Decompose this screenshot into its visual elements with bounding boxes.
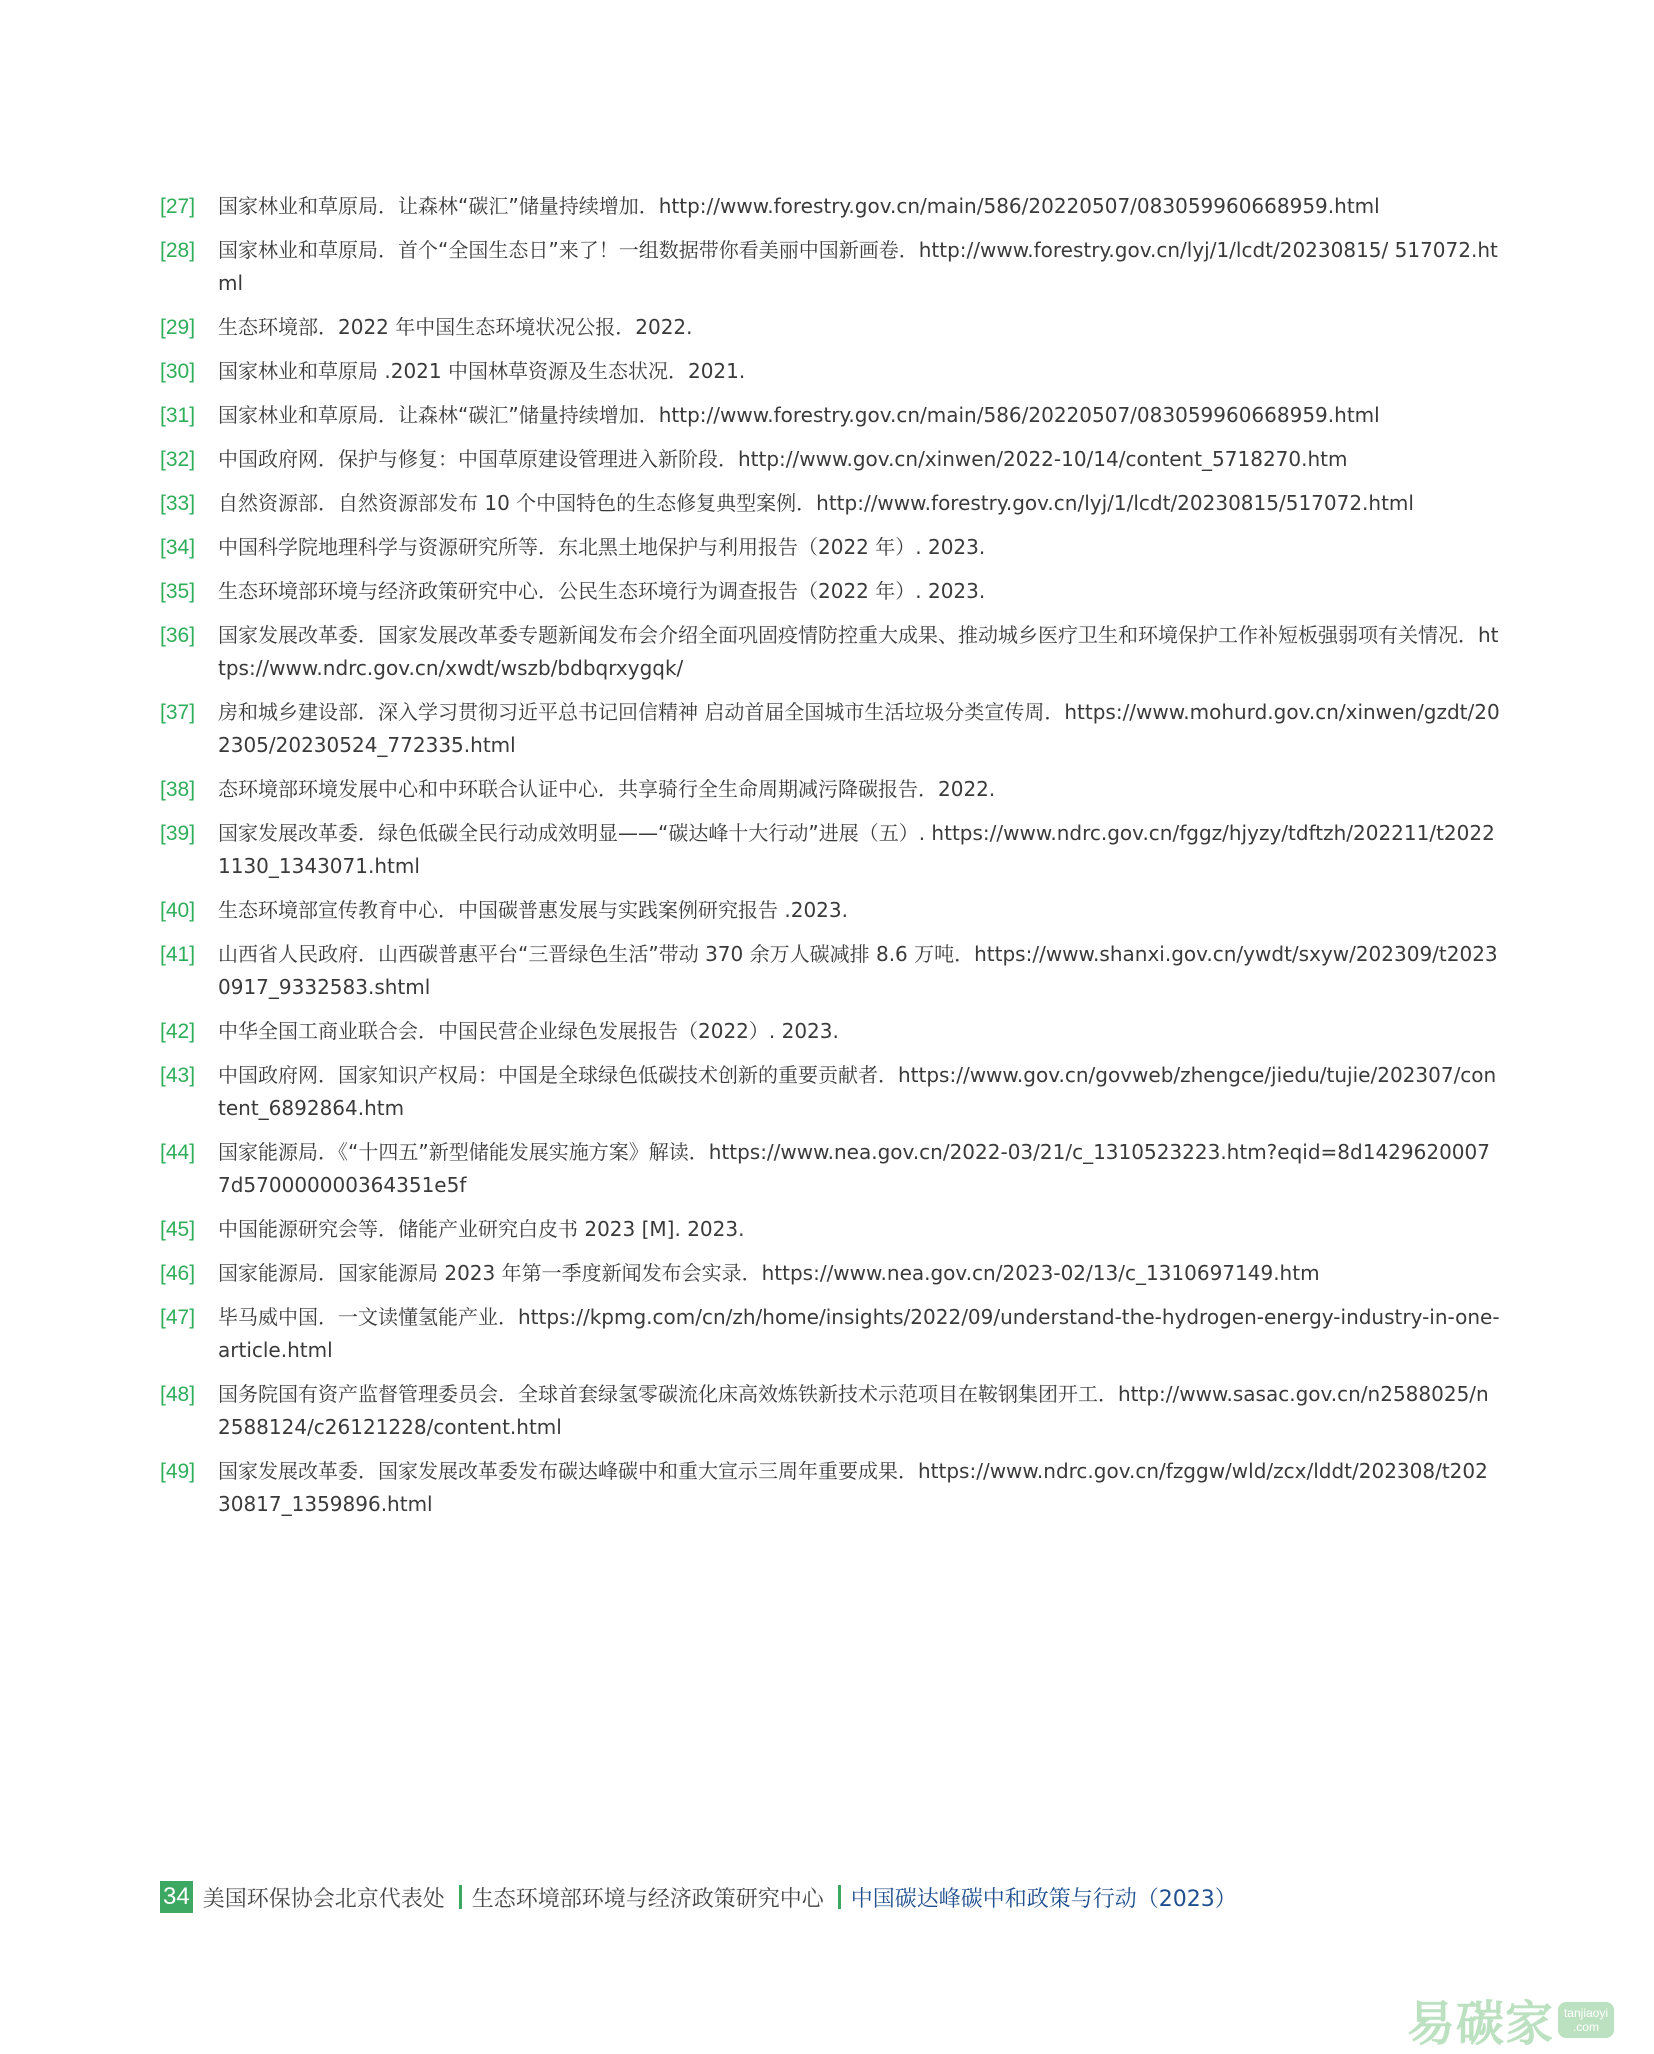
reference-number: [37] — [160, 701, 196, 724]
reference-item — [160, 619, 1500, 685]
reference-item — [160, 1257, 1500, 1290]
reference-number: [29] — [160, 316, 196, 339]
footer-org-prcee: 生态环境部环境与经济政策研究中心 — [471, 1886, 824, 1912]
watermark-logo — [1407, 1985, 1614, 2054]
reference-item — [160, 575, 1500, 608]
reference-text: 中国政府网．保护与修复：中国草原建设管理进入新阶段．http://www.gov.cn/xinwen/2022-10/14/content_5718270.htm — [218, 447, 1348, 471]
reference-item — [160, 1015, 1500, 1048]
reference-text: 中国政府网．国家知识产权局：中国是全球绿色低碳技术创新的重要贡献者．https://www.gov.cn/govweb/zhengce/jiedu/tujie/202307/content_6892864.htm — [218, 1063, 1497, 1120]
reference-list — [160, 190, 1500, 1532]
reference-text: 国家林业和草原局．让森林“碳汇”储量持续增加．http://www.forestry.gov.cn/main/586/20220507/083059960668959.html — [218, 403, 1380, 427]
reference-item — [160, 1301, 1500, 1367]
reference-item — [160, 487, 1500, 520]
reference-text: 生态环境部宣传教育中心．中国碳普惠发展与实践案例研究报告 .2023. — [218, 898, 848, 922]
reference-item — [160, 234, 1500, 300]
reference-text: 自然资源部．自然资源部发布 10 个中国特色的生态修复典型案例．http://www.forestry.gov.cn/lyj/1/lcdt/20230815/517072.html — [218, 491, 1414, 515]
watermark-badge — [1558, 2002, 1614, 2038]
reference-item — [160, 938, 1500, 1004]
reference-number: [36] — [160, 624, 196, 647]
reference-item — [160, 531, 1500, 564]
reference-text: 国家林业和草原局．让森林“碳汇”储量持续增加．http://www.forestry.gov.cn/main/586/20220507/083059960668959.html — [218, 194, 1380, 218]
reference-number: [30] — [160, 360, 196, 383]
reference-text: 国家发展改革委．绿色低碳全民行动成效明显——“碳达峰十大行动”进展（五）. https://www.ndrc.gov.cn/fggz/hjyzy/tdftzh/202211/t20221130_1343071.html — [218, 821, 1495, 878]
reference-number: [31] — [160, 404, 196, 427]
footer-report-title: 中国碳达峰碳中和政策与行动（2023） — [850, 1886, 1237, 1912]
footer-divider — [838, 1885, 841, 1909]
reference-item — [160, 1059, 1500, 1125]
reference-item — [160, 311, 1500, 344]
reference-text: 国家林业和草原局．首个“全国生态日”来了！一组数据带你看美丽中国新画卷．http://www.forestry.gov.cn/lyj/1/lcdt/20230815/ 517072.html — [218, 238, 1498, 295]
reference-text: 中国能源研究会等．储能产业研究白皮书 2023 [M]. 2023. — [218, 1217, 745, 1241]
reference-text: 态环境部环境发展中心和中环联合认证中心．共享骑行全生命周期减污降碳报告．2022. — [218, 777, 996, 801]
reference-item — [160, 1213, 1500, 1246]
page-number: 34 — [160, 1881, 193, 1913]
watermark-badge-top: tanjiaoyi — [1563, 2005, 1608, 2020]
reference-text: 中国科学院地理科学与资源研究所等．东北黑土地保护与利用报告（2022 年）. 2023. — [218, 535, 986, 559]
reference-item — [160, 894, 1500, 927]
reference-number: [43] — [160, 1064, 196, 1087]
reference-number: [35] — [160, 580, 196, 603]
reference-number: [28] — [160, 239, 196, 262]
reference-text: 国家林业和草原局 .2021 中国林草资源及生态状况．2021. — [218, 359, 746, 383]
reference-item — [160, 1455, 1500, 1521]
reference-text: 生态环境部环境与经济政策研究中心．公民生态环境行为调查报告（2022 年）. 2023. — [218, 579, 986, 603]
reference-number: [47] — [160, 1306, 196, 1329]
reference-number: [41] — [160, 943, 196, 966]
reference-number: [27] — [160, 195, 196, 218]
reference-number: [33] — [160, 492, 196, 515]
reference-item — [160, 817, 1500, 883]
reference-text: 房和城乡建设部．深入学习贯彻习近平总书记回信精神 启动首届全国城市生活垃圾分类宣传周．https://www.mohurd.gov.cn/xinwen/gzdt/202305/20230524_772335.html — [218, 700, 1500, 757]
reference-item — [160, 355, 1500, 388]
reference-number: [48] — [160, 1383, 196, 1406]
reference-item — [160, 399, 1500, 432]
reference-text: 国务院国有资产监督管理委员会．全球首套绿氢零碳流化床高效炼铁新技术示范项目在鞍钢集团开工．http://www.sasac.gov.cn/n2588025/n2588124/c26121228/content.html — [218, 1382, 1489, 1439]
reference-item — [160, 190, 1500, 223]
footer-org-edf: 美国环保协会北京代表处 — [202, 1886, 445, 1912]
reference-number: [44] — [160, 1141, 196, 1164]
reference-number: [39] — [160, 822, 196, 845]
reference-number: [40] — [160, 899, 196, 922]
reference-item — [160, 773, 1500, 806]
reference-text: 山西省人民政府．山西碳普惠平台“三晋绿色生活”带动 370 余万人碳减排 8.6 万吨．https://www.shanxi.gov.cn/ywdt/sxyw/202309/t20230917_9332583.shtml — [218, 942, 1498, 999]
reference-number: [49] — [160, 1460, 196, 1483]
watermark-badge-bottom: .com — [1572, 2019, 1599, 2034]
footer-divider — [459, 1885, 462, 1909]
reference-text: 中华全国工商业联合会．中国民营企业绿色发展报告（2022）. 2023. — [218, 1019, 839, 1043]
reference-item — [160, 443, 1500, 476]
reference-item — [160, 1136, 1500, 1202]
reference-text: 国家能源局．《“十四五”新型储能发展实施方案》解读．https://www.nea.gov.cn/2022-03/21/c_1310523223.htm?eqid=8d14296200077d570000000364351e5f — [218, 1140, 1490, 1197]
reference-text: 生态环境部．2022 年中国生态环境状况公报．2022. — [218, 315, 693, 339]
watermark-text: 易碳家 — [1406, 1996, 1554, 2052]
reference-number: [45] — [160, 1218, 196, 1241]
reference-text: 国家发展改革委．国家发展改革委专题新闻发布会介绍全面巩固疫情防控重大成果、推动城乡医疗卫生和环境保护工作补短板强弱项有关情况．https://www.ndrc.gov.cn/xwdt/wszb/bdbqrxygqk/ — [218, 623, 1499, 680]
reference-text: 毕马威中国．一文读懂氢能产业．https://kpmg.com/cn/zh/home/insights/2022/09/understand-the-hydrogen-energy-industry-in-one-article.html — [218, 1305, 1500, 1362]
reference-number: [46] — [160, 1262, 196, 1285]
reference-text: 国家发展改革委．国家发展改革委发布碳达峰碳中和重大宣示三周年重要成果．https://www.ndrc.gov.cn/fzggw/wld/zcx/lddt/202308/t20230817_1359896.html — [218, 1459, 1488, 1516]
reference-number: [32] — [160, 448, 196, 471]
reference-number: [38] — [160, 778, 196, 801]
reference-text: 国家能源局．国家能源局 2023 年第一季度新闻发布会实录．https://www.nea.gov.cn/2023-02/13/c_1310697149.htm — [218, 1261, 1320, 1285]
reference-number: [34] — [160, 536, 196, 559]
reference-item — [160, 1378, 1500, 1444]
reference-number: [42] — [160, 1020, 196, 1043]
reference-item — [160, 696, 1500, 762]
page-footer — [160, 1880, 1237, 1914]
